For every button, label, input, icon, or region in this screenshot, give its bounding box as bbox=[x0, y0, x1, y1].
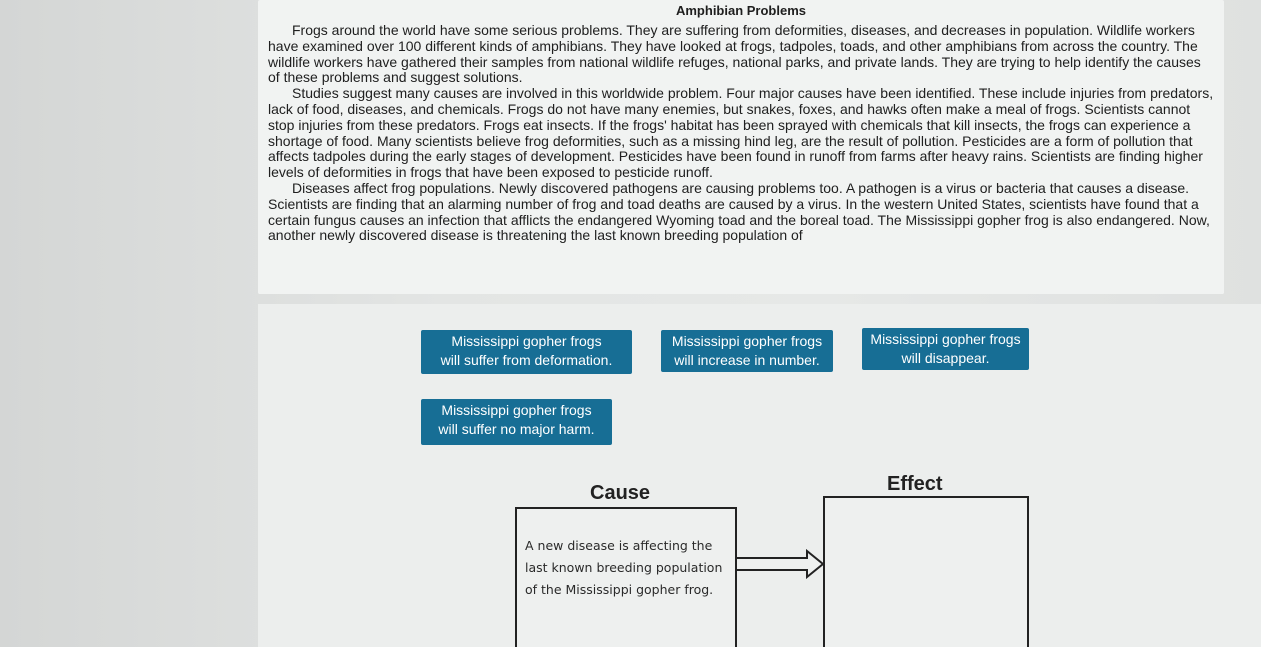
passage-paragraph-3: Diseases affect frog populations. Newly discovered pathogens are causing problems too. A pathogen is a virus or bacteria that causes a disease. Scientists are finding that an alarming number of frog and toad deaths are caused by a virus. In the western United States, scientists have found that a certain fungus causes an infection that afflicts the endangered Wyoming toad and the boreal toad. The Mississippi gopher frog is also endangered. Now, another newly discovered disease is threatening the last known breeding population of bbox=[268, 179, 1210, 244]
answer-tile-no-harm[interactable] bbox=[421, 399, 612, 445]
answer-tile-line1: Mississippi gopher frogs bbox=[441, 402, 592, 418]
cause-box bbox=[515, 507, 737, 647]
answer-tile-line2: will suffer no major harm. bbox=[438, 421, 595, 437]
answer-tile-line2: will disappear. bbox=[901, 350, 990, 366]
passage-text bbox=[268, 23, 1216, 244]
passage-paragraph-2: Studies suggest many causes are involved in this worldwide problem. Four major causes have been identified. These include injuries from predators, lack of food, diseases, and chemicals. Frogs do not have many enemies, but snakes, foxes, and hawks often make a meal of frogs. Scientists cannot stop injuries from these predators. Frogs eat insects. If the frogs' habitat has been sprayed with chemicals that kill insects, the frogs can experience a shortage of food. Many scientists believe frog deformities, such as a missing hind leg, are the result of pollution. Pesticides are a form of pollution that affects tadpoles during the early stages of development. Pesticides have been found in runoff from farms after heavy rains. Scientists are finding higher levels of deformities in frogs that have been exposed to pesticide runoff. bbox=[268, 85, 1214, 181]
answer-tile-line1: Mississippi gopher frogs bbox=[671, 333, 823, 349]
cause-heading: Cause bbox=[590, 482, 651, 504]
passage-paragraph-1: Frogs around the world have some serious problems. They are suffering from deformities, diseases, and decreases in population. Wildlife workers have examined over 100 different kinds of amphibians. They have looked at frogs, tadpoles, toads, and other amphibians from across the country. The wildlife workers have gathered their samples from national wildlife refuges, national parks, and private lands. They are trying to help identify the causes of these problems and suggest solutions. bbox=[268, 22, 1201, 86]
effect-heading: Effect bbox=[887, 473, 943, 495]
cause-effect-arrow bbox=[737, 549, 827, 579]
reading-passage-panel[interactable] bbox=[258, 0, 1224, 294]
scroll-fade bbox=[258, 284, 1224, 294]
cause-text: A new disease is affecting the last known breeding population of the Mississippi gopher frog. bbox=[525, 538, 723, 597]
answer-tile-increase[interactable] bbox=[661, 330, 833, 372]
answer-tile-line2: will suffer from deformation. bbox=[440, 352, 613, 368]
answer-tile-line1: Mississippi gopher frogs bbox=[870, 331, 1021, 347]
passage-title: Amphibian Problems bbox=[675, 3, 807, 18]
answer-tile-deformation[interactable] bbox=[421, 330, 632, 374]
answer-tile-line1: Mississippi gopher frogs bbox=[451, 333, 602, 349]
answer-tile-disappear[interactable] bbox=[862, 328, 1029, 370]
effect-drop-zone[interactable] bbox=[823, 496, 1029, 647]
answer-tile-line2: will increase in number. bbox=[674, 352, 820, 368]
